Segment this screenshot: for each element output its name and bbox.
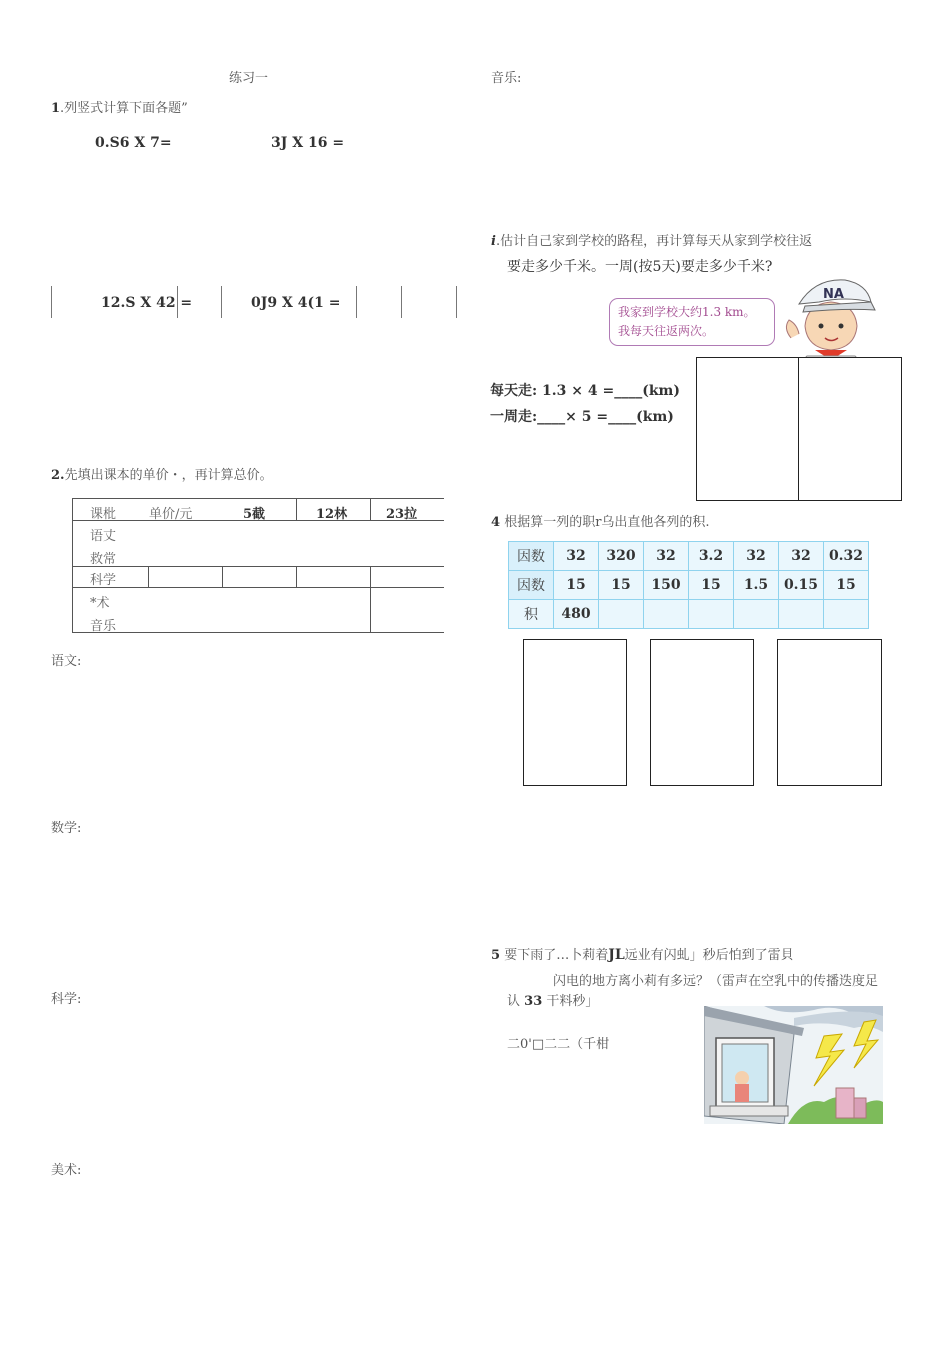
divider-line — [221, 286, 222, 318]
question-2-number: 2. — [51, 468, 65, 483]
equation-1: 0.S6 X 7= — [95, 135, 172, 151]
daily-distance: 每天走: 1.3 × 4 =____(km) — [490, 383, 680, 399]
question-5 — [491, 944, 794, 963]
table-cell: 32 — [644, 542, 689, 571]
question-4-text: 根据算一列的职r乌出直他各列的积. — [504, 515, 710, 530]
question-1-number: 1 — [51, 101, 61, 116]
table-cell-science: 科学 — [90, 573, 117, 588]
table-cell: 150 — [644, 571, 689, 600]
table-cell: 积 — [509, 600, 554, 629]
table-cell-math: 救常 — [90, 552, 117, 567]
divider-line — [456, 286, 457, 318]
table-border — [296, 498, 297, 521]
question-5-number: 5 — [491, 948, 501, 963]
answer-box — [650, 639, 754, 786]
table-cell: 32 — [734, 542, 779, 571]
table-cell: 因数 — [509, 542, 554, 571]
table-border — [370, 498, 371, 521]
table-border — [72, 632, 444, 633]
table-cell — [599, 600, 644, 629]
speech-bubble — [609, 298, 775, 346]
question-5-text-a: 要下雨了…卜莉着 — [504, 948, 609, 963]
cap-badge: NA — [823, 287, 844, 302]
divider-line — [401, 286, 402, 318]
question-5-line2: 闪电的地方离小莉有多远？（雷声在空乳中的传播迭度足 — [553, 974, 879, 989]
table-cell: 因数 — [509, 571, 554, 600]
question-1 — [51, 97, 188, 116]
bubble-line-2: 我每天往返两次。 — [618, 324, 715, 338]
question-4 — [491, 511, 710, 530]
question-5-line3-a: 认 — [507, 994, 521, 1009]
question-5-line3-c: 干料秒」 — [546, 994, 599, 1009]
table-header-23: 23拉 — [386, 507, 418, 522]
equation-4: 0J9 X 4(1 = — [251, 295, 341, 311]
table-border — [72, 587, 444, 588]
price-table — [72, 498, 444, 633]
question-2-text: 先填出课本的单价・，再计算总价。 — [64, 468, 273, 483]
question-5-answer: 二0'□二二（千柑 — [507, 1037, 610, 1052]
label-music: 音乐: — [491, 71, 522, 86]
table-border — [222, 566, 223, 588]
weekly-distance: 一周走:____× 5 =____(km) — [490, 409, 674, 425]
table-cell: 32 — [554, 542, 599, 571]
table-cell: 15 — [599, 571, 644, 600]
table-row — [509, 571, 869, 600]
question-5-text-c: 远业有闪虬」秒后怕到了雷貝 — [624, 948, 794, 963]
boy-illustration — [775, 268, 887, 360]
question-1-text: .列竖式计算下面各题” — [60, 101, 188, 116]
table-cell: 320 — [599, 542, 644, 571]
answer-box — [777, 639, 882, 786]
equation-3: 12.S X 42 = — [101, 295, 193, 311]
question-5-line3 — [507, 990, 598, 1009]
bubble-line-1: 我家到学校大约1.3 km。 — [618, 305, 756, 319]
divider-line — [356, 286, 357, 318]
label-science: 科学: — [51, 992, 82, 1007]
table-cell-music: 音乐 — [90, 619, 117, 634]
divider-line — [51, 286, 52, 318]
table-cell — [779, 600, 824, 629]
table-header-course: 课枇 — [90, 507, 117, 522]
table-cell: 15 — [554, 571, 599, 600]
question-2 — [51, 464, 273, 483]
table-cell — [824, 600, 869, 629]
answer-box — [798, 357, 902, 501]
lightning-illustration — [704, 1006, 883, 1124]
question-5-line3-b: 33 — [524, 994, 543, 1009]
label-math: 数学: — [51, 821, 82, 836]
label-chinese: 语文: — [51, 654, 82, 669]
table-border — [148, 566, 149, 588]
factor-table — [508, 541, 869, 629]
table-header-price: 单价/元 — [149, 507, 193, 522]
table-border — [72, 566, 444, 567]
table-header-5: 5截 — [243, 507, 266, 522]
question-3 — [491, 230, 812, 249]
lightning-svg — [704, 1006, 883, 1124]
boy-svg — [775, 268, 887, 360]
question-5-text-b: JL — [608, 947, 625, 963]
table-cell: 0.15 — [779, 571, 824, 600]
table-border — [296, 566, 297, 588]
table-cell — [644, 600, 689, 629]
answer-box — [523, 639, 627, 786]
table-border — [72, 498, 444, 499]
table-cell: 15 — [689, 571, 734, 600]
table-row — [509, 600, 869, 629]
table-border — [72, 498, 73, 633]
label-art: 美术: — [51, 1163, 82, 1178]
table-cell: 15 — [824, 571, 869, 600]
table-cell-chinese: 语丈 — [90, 529, 117, 544]
table-border — [370, 566, 371, 633]
table-cell: 3.2 — [689, 542, 734, 571]
equation-2: 3J X 16 = — [271, 135, 345, 151]
question-4-number: 4 — [491, 515, 501, 530]
table-cell — [734, 600, 779, 629]
table-header-12: 12林 — [316, 507, 348, 522]
table-cell: 0.32 — [824, 542, 869, 571]
question-3-number: i — [491, 234, 496, 249]
table-row — [509, 542, 869, 571]
table-cell: 32 — [779, 542, 824, 571]
question-3-line2: 要走多少千米。一周(按5天)要走多少千米? — [507, 259, 773, 275]
question-3-text: .估计自己家到学校的路程，再计算每天从家到学校往返 — [495, 234, 813, 249]
page-title: 练习一 — [229, 71, 269, 86]
table-cell: 480 — [554, 600, 599, 629]
answer-box — [696, 357, 799, 501]
table-cell: 1.5 — [734, 571, 779, 600]
table-cell — [689, 600, 734, 629]
table-cell-art: *术 — [90, 596, 110, 611]
